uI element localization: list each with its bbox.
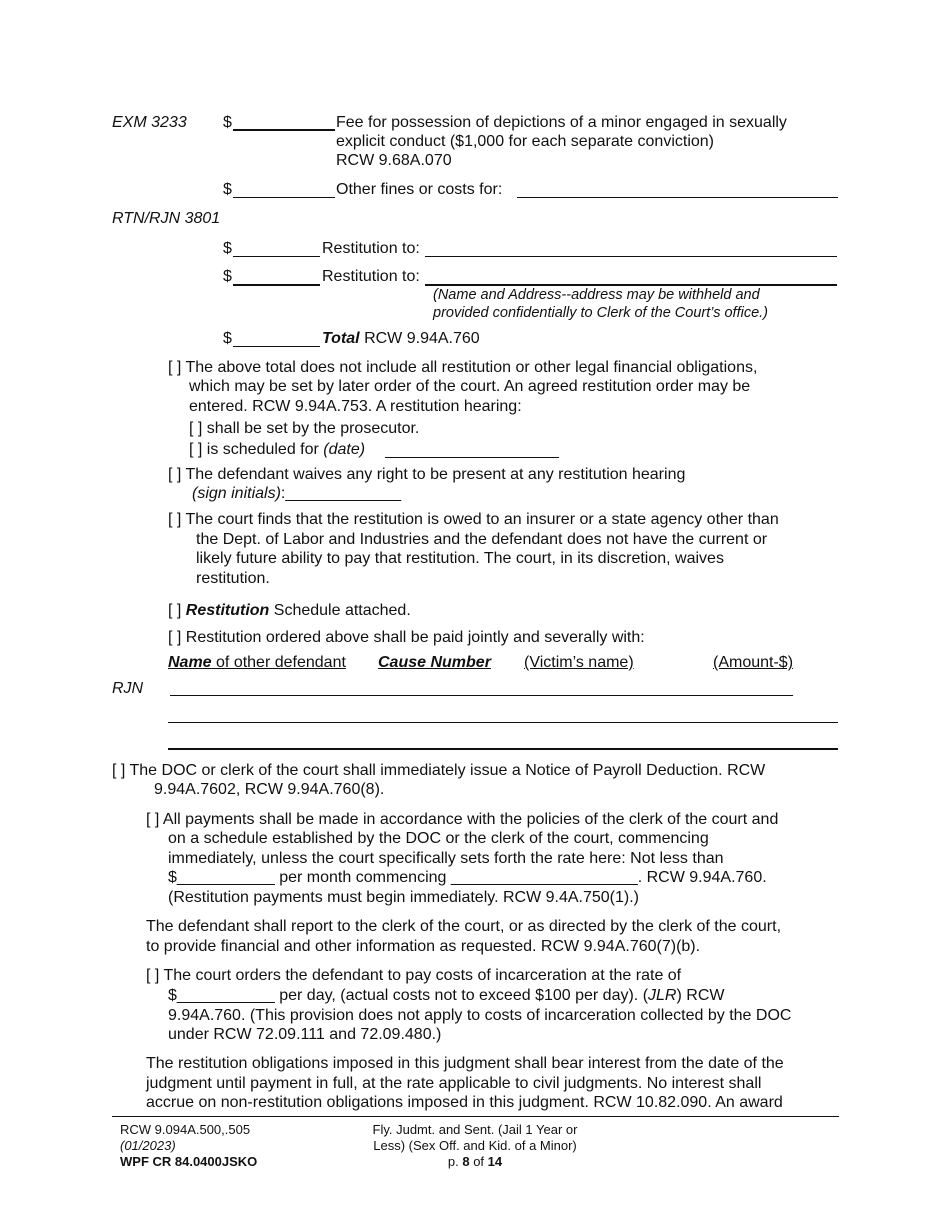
waiver-sign-label: (sign initials) <box>192 485 281 502</box>
rjn-line-3[interactable] <box>168 748 838 750</box>
waiver-sign-row[interactable] <box>192 484 401 503</box>
payroll-line1[interactable]: [ ] The DOC or clerk of the court shall immediately issue a Notice of Payroll Deduction. RCW <box>112 762 766 779</box>
footer-page-number <box>330 1154 620 1170</box>
address-note-line2: provided confidentially to Clerk of the Court’s office.) <box>433 305 769 321</box>
exm-code: EXM 3233 <box>112 114 187 131</box>
exm-line2: explicit conduct ($1,000 for each separate conviction) <box>336 133 714 150</box>
total-dollar: $ <box>223 330 232 347</box>
exm-amount-blank[interactable] <box>233 129 335 131</box>
rjn-code: RJN <box>112 680 144 697</box>
footer-form-number: WPF CR 84.0400JSKO <box>120 1154 258 1169</box>
other-fines-dollar: $ <box>223 181 232 198</box>
footer-rcw: RCW 9.094A.500,.505 <box>120 1122 251 1137</box>
schedule-checkbox: [ ] <box>168 602 186 619</box>
header-name-rest: of other defendant <box>211 654 346 671</box>
restitution-1-dollar: $ <box>223 240 232 257</box>
payments-line2: on a schedule established by the DOC or the clerk of the court, commencing <box>168 830 709 847</box>
page-current: 8 <box>462 1154 470 1169</box>
rjn-line-1[interactable]: ______________________________________________________________________ <box>170 680 793 697</box>
jointly-severally[interactable]: [ ] Restitution ordered above shall be paid jointly and severally with: <box>168 629 645 646</box>
restitution-1-to-blank[interactable] <box>425 256 837 257</box>
footer-date: (01/2023) <box>120 1138 176 1153</box>
page-of: of <box>469 1154 488 1169</box>
incarceration-line2-suffix: ) RCW <box>676 987 725 1004</box>
rtn-code: RTN/RJN 3801 <box>112 210 221 227</box>
total-note-line2: which may be set by later order of the court. An agreed restitution order may be <box>189 378 751 395</box>
rjn-line-2[interactable] <box>168 722 838 723</box>
insurer-line3: likely future ability to pay that restitution. The court, in its discretion, waives <box>196 550 724 567</box>
header-amount: (Amount-$) <box>713 654 794 671</box>
footer-title-line2: Less) (Sex Off. and Kid. of a Minor) <box>373 1138 577 1153</box>
hearing-option-prosecutor[interactable]: [ ] shall be set by the prosecutor. <box>189 420 420 437</box>
incarceration-line3: 9.94A.760. (This provision does not apply to costs of incarceration collected by the DOC <box>168 1007 792 1024</box>
page-prefix: p. <box>447 1154 463 1169</box>
hearing-date-label: (date) <box>323 441 366 458</box>
other-fines-for-blank[interactable] <box>517 197 838 198</box>
footer-divider <box>112 1116 839 1117</box>
total-note-line3: entered. RCW 9.94A.753. A restitution hearing: <box>189 398 522 415</box>
hearing-option-scheduled-text: [ ] is scheduled for <box>189 441 324 458</box>
schedule-suffix: Schedule attached. <box>269 602 411 619</box>
total-note-line1: [ ] The above total does not include all restitution or other legal financial obligations, <box>168 359 758 376</box>
hearing-date-blank[interactable] <box>385 457 559 458</box>
waiver-sign-blank: :_____________ <box>280 485 402 502</box>
payroll-line2: 9.94A.7602, RCW 9.94A.760(8). <box>154 781 385 798</box>
address-note-line1: (Name and Address--address may be withheld and <box>433 287 760 303</box>
header-cause-number: Cause Number <box>378 654 491 671</box>
insurer-line2: the Dept. of Labor and Industries and the defendant does not have the current or <box>196 531 768 548</box>
header-name-bold: Name <box>168 654 212 671</box>
exm-dollar: $ <box>223 114 232 131</box>
interest-line3: accrue on non-restitution obligations imposed in this judgment. RCW 10.82.090. An award <box>146 1094 783 1111</box>
restitution-1-amount-blank[interactable] <box>233 256 320 257</box>
page-total: 14 <box>487 1154 503 1169</box>
incarceration-line2-prefix: $___________ per day, (actual costs not to exceed $100 per day). ( <box>168 987 649 1004</box>
other-fines-label: Other fines or costs for: <box>336 181 503 198</box>
insurer-line1[interactable]: [ ] The court finds that the restitution is owed to an insurer or a state agency other than <box>168 511 779 528</box>
schedule-bold: Restitution <box>185 602 270 619</box>
incarceration-line4: under RCW 72.09.111 and 72.09.480.) <box>168 1026 442 1043</box>
incarceration-line1[interactable]: [ ] The court orders the defendant to pay costs of incarceration at the rate of <box>146 967 682 984</box>
payments-line4: $___________ per month commencing _____________________. RCW 9.94A.760. <box>168 869 767 886</box>
report-line1: The defendant shall report to the clerk of the court, or as directed by the clerk of the court, <box>146 918 782 935</box>
payments-line3: immediately, unless the court specifically sets forth the rate here: Not less than <box>168 850 724 867</box>
restitution-2-amount-blank[interactable] <box>233 284 320 286</box>
total-amount-blank[interactable] <box>233 346 320 347</box>
header-name <box>168 653 346 672</box>
other-fines-amount-blank[interactable] <box>233 197 335 198</box>
restitution-2-label: Restitution to: <box>322 268 420 285</box>
exm-line3: RCW 9.68A.070 <box>336 152 452 169</box>
header-victim-name: (Victim’s name) <box>524 654 634 671</box>
restitution-2-dollar: $ <box>223 268 232 285</box>
payments-line1[interactable]: [ ] All payments shall be made in accordance with the policies of the clerk of the court and <box>146 811 779 828</box>
hearing-option-scheduled[interactable] <box>189 440 365 459</box>
footer-title-line1: Fly. Judmt. and Sent. (Jail 1 Year or <box>372 1122 578 1137</box>
restitution-1-label: Restitution to: <box>322 240 420 257</box>
interest-line1: The restitution obligations imposed in this judgment shall bear interest from the date of the <box>146 1055 784 1072</box>
total-label: Total <box>322 330 360 347</box>
report-line2: to provide financial and other information as requested. RCW 9.94A.760(7)(b). <box>146 938 701 955</box>
total-label-row <box>322 329 480 348</box>
incarceration-jlr: JLR <box>648 987 677 1004</box>
payments-line5: (Restitution payments must begin immediately. RCW 9.4A.750(1).) <box>168 889 639 906</box>
waiver-line1[interactable]: [ ] The defendant waives any right to be present at any restitution hearing <box>168 466 686 483</box>
insurer-line4: restitution. <box>196 570 270 587</box>
incarceration-line2 <box>168 986 724 1005</box>
schedule-attached[interactable] <box>168 601 411 620</box>
interest-line2: judgment until payment in full, at the rate applicable to civil judgments. No interest shall <box>146 1075 762 1092</box>
total-rcw: RCW 9.94A.760 <box>359 330 480 347</box>
exm-line1: Fee for possession of depictions of a minor engaged in sexually <box>336 114 787 131</box>
